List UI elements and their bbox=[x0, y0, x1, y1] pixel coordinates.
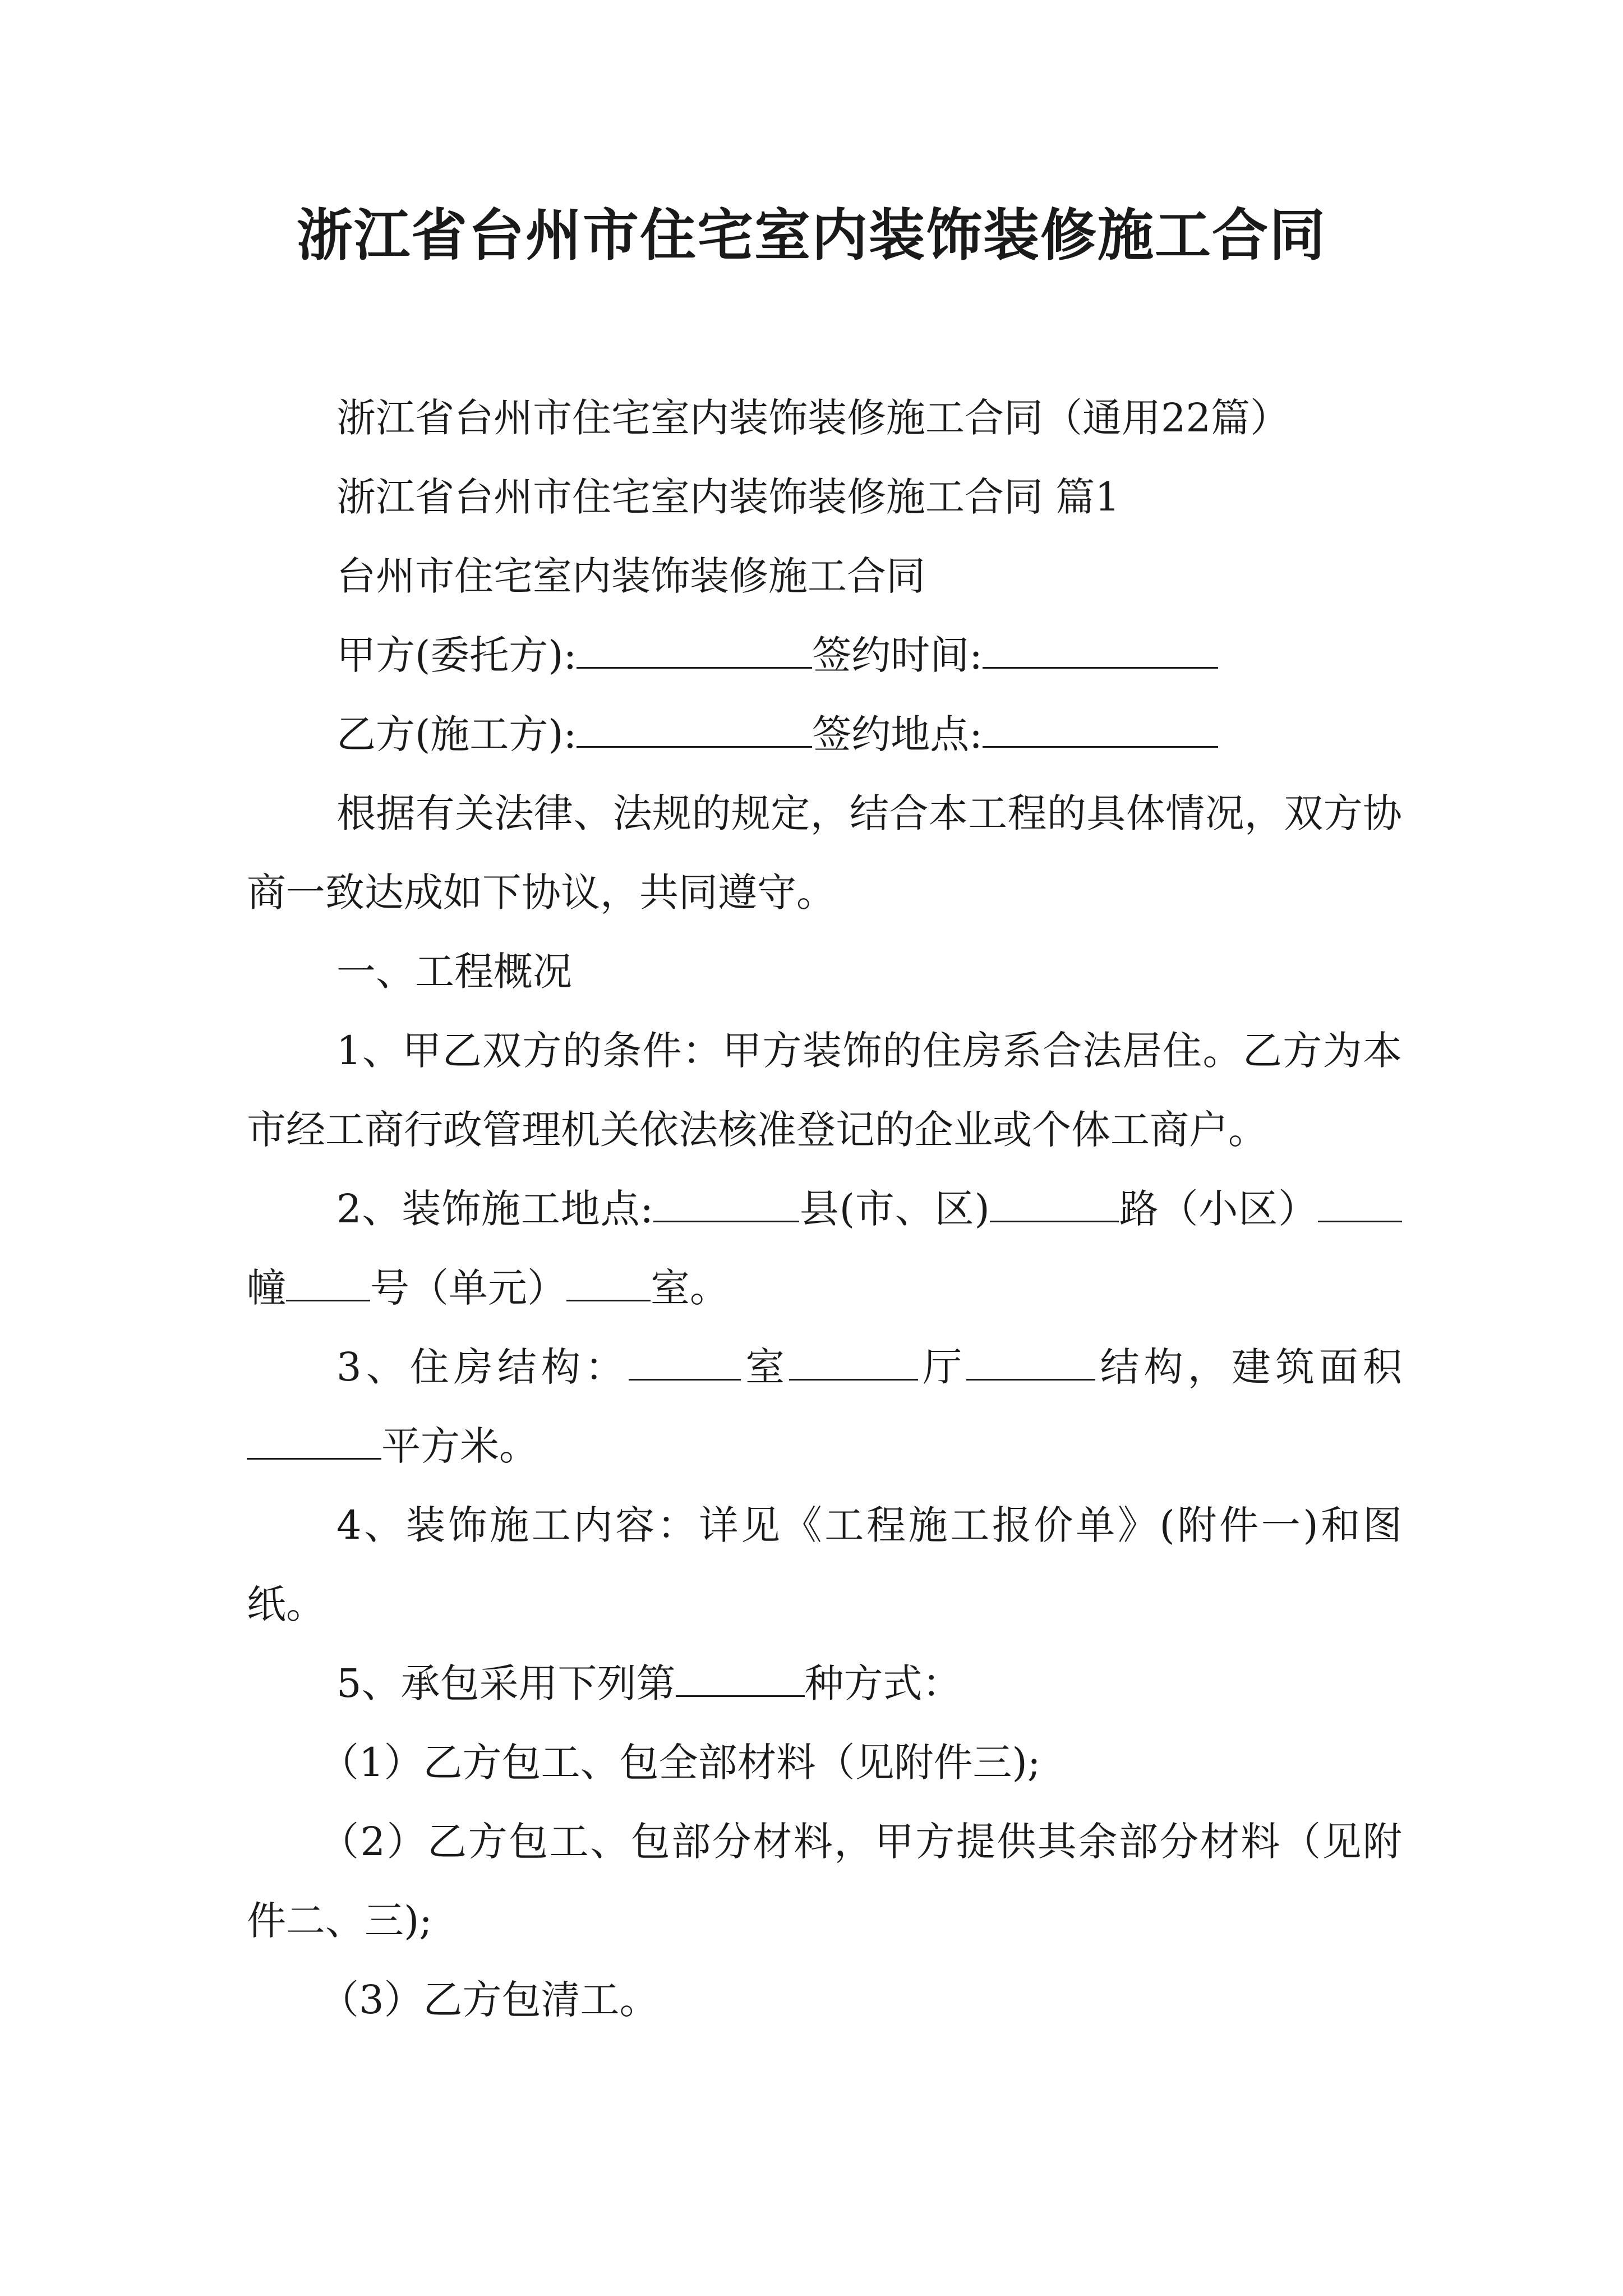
item-2-room: 室。 bbox=[651, 1265, 729, 1311]
item-3-structure: 结构，建筑面积 bbox=[1095, 1344, 1403, 1390]
item-2-building: 幢 bbox=[247, 1265, 286, 1311]
option-3: （3）乙方包清工。 bbox=[320, 1977, 659, 2023]
item-5-paragraph bbox=[247, 1644, 1402, 1723]
item-2-road: 路（小区） bbox=[1118, 1186, 1318, 1232]
party-a-label: 甲方(委托方): bbox=[336, 632, 577, 678]
party-b-blank bbox=[577, 711, 812, 748]
sign-place-label: 签约地点: bbox=[812, 711, 983, 757]
item-2-prefix: 2、装饰施工地点: bbox=[336, 1186, 654, 1232]
item-5-suffix: 种方式： bbox=[804, 1660, 962, 1706]
contract-name: 台州市住宅室内装饰装修施工合同 bbox=[336, 553, 925, 599]
party-b-label: 乙方(施工方): bbox=[336, 711, 577, 757]
party-a-blank bbox=[577, 632, 812, 669]
intro-paragraph: 根据有关法律、法规的规定，结合本工程的具体情况，双方协商一致达成如下协议，共同遵守。 bbox=[247, 790, 1402, 915]
document-title: 浙江省台州市住宅室内装饰装修施工合同 bbox=[297, 203, 1326, 268]
number-blank bbox=[286, 1265, 370, 1301]
chapter-1-heading: 一、工程概况 bbox=[336, 949, 572, 995]
document-body bbox=[247, 379, 1402, 2040]
sign-place-blank bbox=[983, 711, 1218, 748]
item-3-prefix: 3、住房结构： bbox=[336, 1344, 629, 1390]
item-3-halls: 厅 bbox=[918, 1344, 967, 1390]
option-1: （1）乙方包工、包全部材料（见附件三); bbox=[320, 1740, 1041, 1786]
sign-time-blank bbox=[983, 632, 1218, 669]
halls-blank bbox=[789, 1344, 918, 1381]
method-blank bbox=[676, 1660, 805, 1697]
rooms-blank bbox=[629, 1344, 741, 1381]
area-blank bbox=[247, 1423, 381, 1460]
party-b-line bbox=[247, 695, 1402, 774]
item-5-prefix: 5、承包采用下列第 bbox=[336, 1660, 676, 1706]
item-2-paragraph bbox=[247, 1170, 1402, 1328]
item-3-rooms: 室 bbox=[741, 1344, 790, 1390]
item-3-area-unit: 平方米。 bbox=[381, 1423, 538, 1469]
subtitle: 浙江省台州市住宅室内装饰装修施工合同（通用22篇） bbox=[336, 395, 1290, 441]
party-a-line bbox=[247, 616, 1402, 695]
road-blank bbox=[990, 1186, 1119, 1222]
county-blank bbox=[653, 1186, 799, 1222]
item-4-paragraph: 4、装饰施工内容：详见《工程施工报价单》(附件一)和图纸。 bbox=[247, 1502, 1402, 1627]
item-3-paragraph bbox=[247, 1328, 1402, 1486]
building-blank bbox=[1318, 1186, 1402, 1222]
item-2-number: 号（单元） bbox=[370, 1265, 566, 1311]
room-blank bbox=[566, 1265, 651, 1301]
sign-time-label: 签约时间: bbox=[812, 632, 983, 678]
structure-blank bbox=[966, 1344, 1095, 1381]
option-2: （2）乙方包工、包部分材料，甲方提供其余部分材料（见附件二、三); bbox=[247, 1819, 1402, 1944]
item-2-county: 县(市、区) bbox=[799, 1186, 990, 1232]
item-1-paragraph: 1、甲乙双方的条件：甲方装饰的住房系合法居住。乙方为本市经工商行政管理机关依法核准登记的企业或个体工商户。 bbox=[247, 1028, 1402, 1153]
section-title: 浙江省台州市住宅室内装饰装修施工合同 篇1 bbox=[336, 474, 1120, 520]
